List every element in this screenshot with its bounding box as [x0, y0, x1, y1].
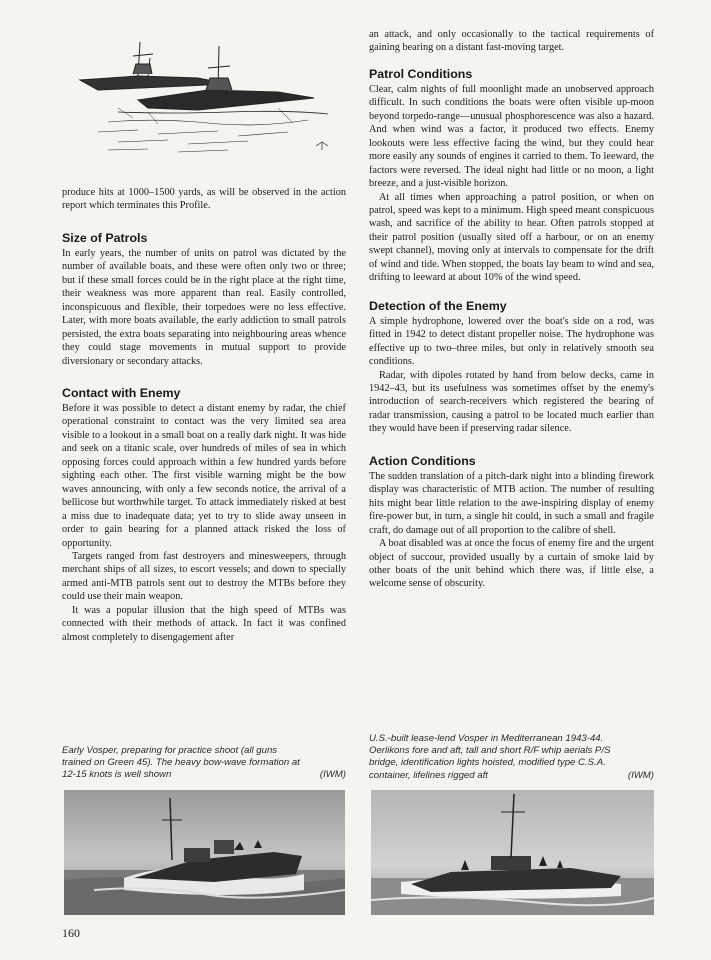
photo-credit: (IWM) — [627, 769, 654, 781]
left-photo-caption — [62, 745, 346, 782]
right-photo-caption — [369, 733, 654, 782]
patrol-paragraph-2: At all times when approaching a patrol position, or when on patrol, speed was kept to a minimum. High speed meant conspicuous wash, and sacrifice of the ability to hear. Often patrols stopped at their patrol position (usually sited off a harbour, or on an enemy swept channel), moving only at intervals to compensate for the drift of wind and tide. When stopped, the boats lay beam to wind and sea, drifting to leeward at about 10% of the wind speed. — [369, 191, 654, 284]
right-column — [369, 28, 654, 591]
contact-paragraph-2: Targets ranged from fast destroyers and minesweepers, through merchant ships of all sizes, to escort vessels; and down to specially armed anti-MTB patrols sent out to destroy the MTBs before they could use their main weapon. — [62, 550, 346, 603]
action-conditions-heading: Action Conditions — [369, 453, 476, 468]
action-paragraph-1: The sudden translation of a pitch-dark night into a blinding firework display was characteristic of MTB action. The number of resulting hits might bear little relation to the awe-inspiring display of enemy fire-power but, in turn, a single hit could, in such a small and fragile craft, do damage out of all proportion to the calibre of shell. — [369, 470, 654, 536]
contact-paragraph-3: It was a popular illusion that the high speed of MTBs was connected with their methods of attack. In fact it was confined almost completely to disengagement after — [62, 604, 346, 643]
caption-line: Oerlikons fore and aft, tall and short R/F whip aerials P/S — [369, 745, 611, 757]
caption-line: container, lifelines rigged aft — [369, 769, 488, 781]
page-number: 160 — [62, 926, 80, 940]
patrol-conditions-heading: Patrol Conditions — [369, 66, 473, 81]
caption-line: Early Vosper, preparing for practice shoot (all guns — [62, 745, 278, 756]
size-paragraph: In early years, the number of units on patrol was dictated by the number of available boats, and these were often only two or three; but if these small forces could be in the right place at the right time, their weakness was more apparent than real. Easily controlled, inconspicuous and flexible, their torpedoes were no less effective. Later, with more boats available, the early addiction to small patrols persisted, the extra boats separating into neighbouring areas whence they could stage movements in mutual support to provide diversionary or secondary attacks. — [62, 247, 346, 367]
caption-line: trained on Green 45). The heavy bow-wave formation at — [62, 757, 300, 769]
patrol-paragraph-1: Clear, calm nights of full moonlight made an unobserved approach difficult. In such conditions the boats were often visible up-moon beyond torpedo-range—unusual phosphorescence was also a hazard. And when wind was a factor, it produced two effects. Enemy lookouts were less effective facing the wind, but they could hear more easily any sounds of engines it carried to them. To leeward, the factors were reversed. The ideal night had little or no moon, a light breeze, and a just-visible horizon. — [369, 83, 654, 190]
caption-line: 12-15 knots is well shown — [62, 769, 172, 781]
caption-line: bridge, identification lights hoisted, modified type C.S.A. — [369, 757, 606, 769]
caption-line: U.S.-built lease-lend Vosper in Mediterranean 1943-44. — [369, 733, 604, 744]
contact-paragraph-1: Before it was possible to detect a distant enemy by radar, the chief operational constraint to contact was the very limited sea area visible to a lookout in a small boat on a really dark night. It was hide and seek on a titanic scale, over hundreds of miles of sea in which opposing forces could approach within a few hundred yards before sighting each other. The first visible warning might be the bow waves announcing, with only a few seconds notice, the arrival of a bellicose but worthwhile target. To attack immediately risked at best a miss due to inadequate data; yet to try to slide away unseen in order to gain bearing for a planned attack risked the loss of opportunity. — [62, 402, 346, 549]
contact-with-enemy-heading: Contact with Enemy — [62, 385, 181, 400]
left-column — [62, 186, 346, 644]
photo-early-vosper — [64, 790, 345, 915]
photo-lease-lend-vosper — [371, 790, 654, 915]
continuation-paragraph: an attack, and only occasionally to the tactical requirements of gaining bearing on a distant fast-moving target. — [369, 29, 654, 54]
detection-paragraph-1: A simple hydrophone, lowered over the boat's side on a rod, was fitted in 1942 to detect distant propeller noise. The hydrophone was effective up to two–three miles, but only in relatively smooth sea conditions. — [369, 315, 654, 368]
action-paragraph-2: A boat disabled was at once the focus of enemy fire and the urgent object of succour, provided usually by a curtain of smoke laid by other boats of the unit behind which there was, if little else, a welcome sense of obscurity. — [369, 538, 654, 590]
sketch-of-patrol-boats — [78, 28, 338, 158]
photo-credit: (IWM) — [319, 769, 346, 781]
detection-paragraph-2: Radar, with dipoles rotated by hand from below decks, came in 1942–43, but its usefulness was sometimes offset by the enemy's introduction of search-receivers which registered the bearing of radar transmission, causing a patrol to be located much earlier than they would have been if preserving radar silence. — [369, 369, 654, 435]
detection-heading: Detection of the Enemy — [369, 298, 507, 313]
intro-paragraph: produce hits at 1000–1500 yards, as will be observed in the action report which terminates this Profile. — [62, 187, 346, 212]
size-of-patrols-heading: Size of Patrols — [62, 230, 148, 245]
